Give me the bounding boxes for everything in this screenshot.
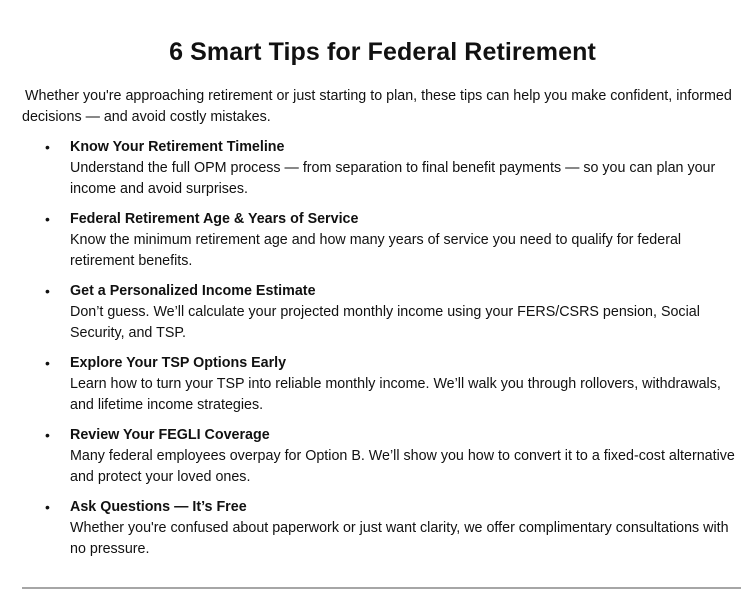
bullet-icon: • xyxy=(45,427,50,443)
list-item xyxy=(0,281,749,343)
tip-title: Know Your Retirement Timeline xyxy=(70,139,285,155)
tip-body: Whether you're confused about paperwork or just want clarity, we offer complimentary consultations with no pressure. xyxy=(70,520,729,557)
tip-body: Learn how to turn your TSP into reliable monthly income. We’ll walk you through rollovers, withdrawals, and lifetime income strategies. xyxy=(70,376,721,413)
bullet-icon: • xyxy=(45,355,50,371)
list-item xyxy=(0,497,749,559)
tip-title: Federal Retirement Age & Years of Service xyxy=(70,211,359,227)
intro-paragraph: Whether you're approaching retirement or just starting to plan, these tips can help you make confident, informed decisions — and avoid costly mistakes. xyxy=(22,88,732,125)
bullet-icon: • xyxy=(45,283,50,299)
tips-list xyxy=(0,137,749,569)
bullet-icon: • xyxy=(45,139,50,155)
list-item xyxy=(0,425,749,487)
bottom-divider xyxy=(22,587,741,589)
bullet-icon: • xyxy=(45,499,50,515)
bullet-icon: • xyxy=(45,211,50,227)
tip-body: Know the minimum retirement age and how many years of service you need to qualify for federal retirement benefits. xyxy=(70,232,682,269)
tip-body: Don’t guess. We’ll calculate your projected monthly income using your FERS/CSRS pension, Social Security, and TSP. xyxy=(70,304,700,341)
list-item xyxy=(0,137,749,199)
tip-title: Explore Your TSP Options Early xyxy=(70,355,287,371)
tip-title: Get a Personalized Income Estimate xyxy=(70,283,316,299)
tip-body: Understand the full OPM process — from separation to final benefit payments — so you can plan your income and avoid surprises. xyxy=(70,160,716,197)
tip-title: Review Your FEGLI Coverage xyxy=(70,427,270,443)
tip-body: Many federal employees overpay for Option B. We’ll show you how to convert it to a fixed-cost alternative and protect your loved ones. xyxy=(70,448,735,485)
page-title: 6 Smart Tips for Federal Retirement xyxy=(169,38,596,66)
tip-title: Ask Questions — It’s Free xyxy=(70,499,247,515)
list-item xyxy=(0,209,749,271)
list-item xyxy=(0,353,749,415)
